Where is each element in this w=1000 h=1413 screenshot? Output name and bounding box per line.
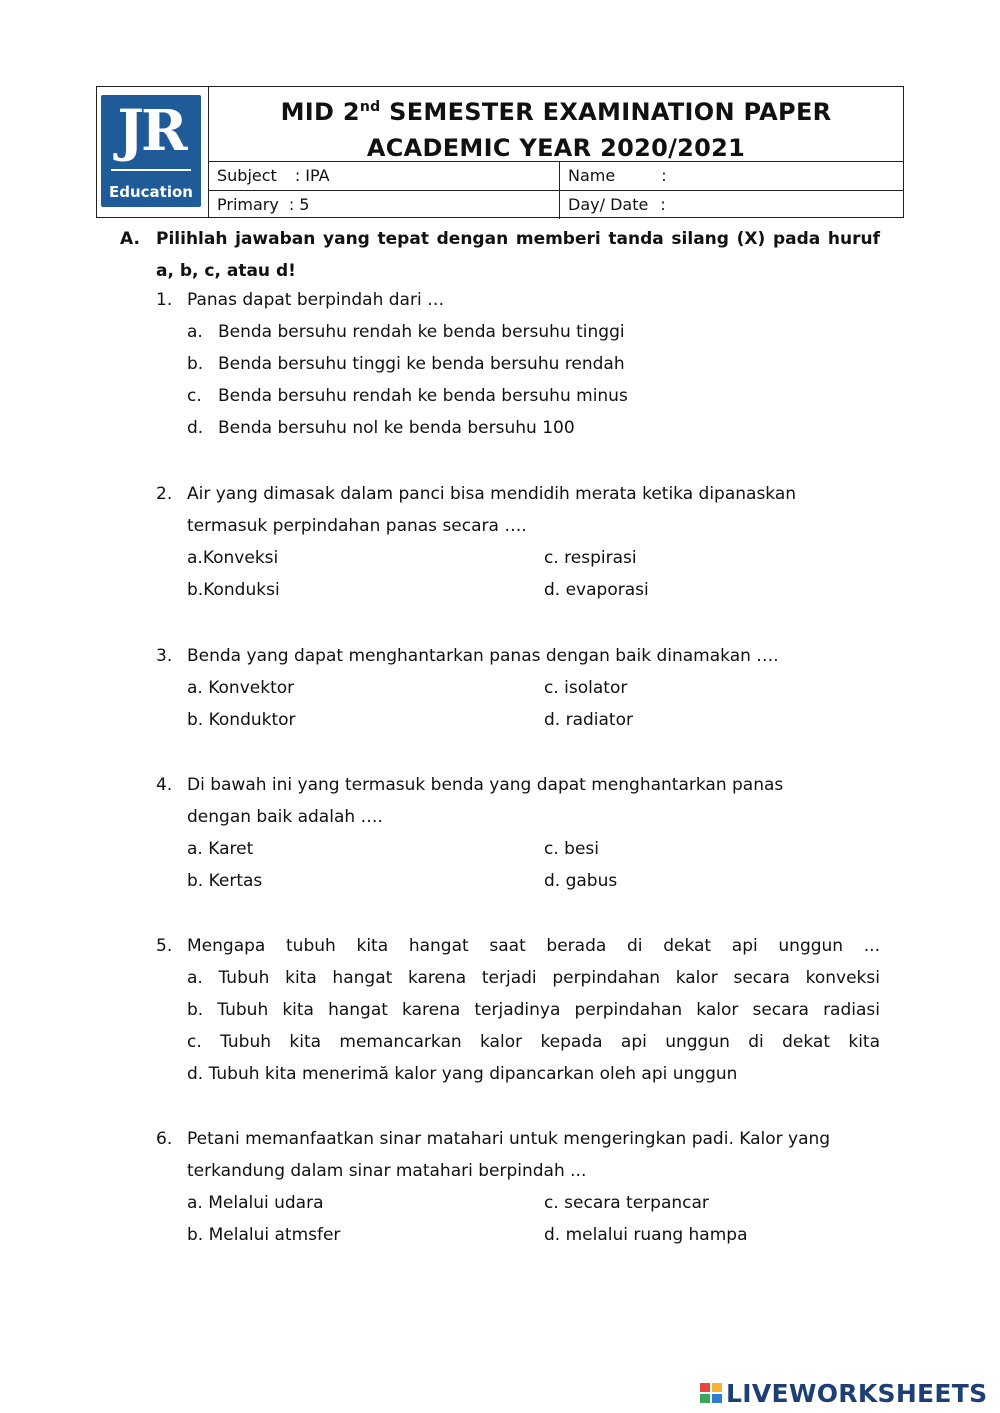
question-text: Panas dapat berpindah dari … (187, 290, 445, 310)
question-text: Mengapa tubuh kita hangat saat berada di dekat api unggun ... (187, 936, 880, 956)
subject-field: Subject : IPA (217, 166, 330, 185)
logo-cell (97, 87, 209, 217)
question-text-line2: terkandung dalam sinar matahari berpindah ... (187, 1161, 587, 1181)
option-c[interactable]: c. secara terpancar (544, 1193, 709, 1213)
option-d[interactable]: d. evaporasi (544, 580, 649, 600)
option-a[interactable]: a. Benda bersuhu rendah ke benda bersuhu tinggi (187, 322, 625, 342)
question-number: 4. (156, 775, 173, 795)
exam-title-line1: MID 2nd SEMESTER EXAMINATION PAPER (280, 98, 832, 126)
watermark-text: LIVEWORKSHEETS (726, 1379, 988, 1408)
option-b[interactable]: b. Tubuh kita hangat karena terjadinya perpindahan kalor secara radiasi (187, 1000, 880, 1020)
logo-initials: JR (117, 98, 185, 164)
option-a[interactable]: a. Tubuh kita hangat karena terjadi perpindahan kalor secara konveksi (187, 968, 880, 988)
section-instruction-text: Pilihlah jawaban yang tepat dengan memberi tanda silang (X) pada huruf a, b, c, atau d! (156, 229, 880, 281)
option-c[interactable]: c. isolator (544, 678, 628, 698)
section-letter: A. (120, 229, 140, 249)
question-number: 6. (156, 1129, 173, 1149)
question-number: 5. (156, 936, 173, 956)
question-text-line2: termasuk perpindahan panas secara …. (187, 516, 527, 536)
question-6 (156, 1123, 880, 1251)
exam-title (209, 87, 903, 162)
option-d[interactable]: d. Tubuh kita menerimă kalor yang dipancarkan oleh api unggun (187, 1064, 738, 1084)
question-text-line1: Air yang dimasak dalam panci bisa mendidih merata ketika dipanaskan (187, 484, 797, 504)
question-1 (156, 284, 880, 444)
question-2 (156, 478, 880, 606)
section-instruction (120, 223, 880, 287)
question-number: 3. (156, 646, 173, 666)
logo-divider (111, 169, 191, 171)
question-text-line1: Di bawah ini yang termasuk benda yang dapat menghantarkan panas (187, 775, 784, 795)
option-b[interactable]: b.Konduksi (187, 580, 280, 600)
option-c[interactable]: c. respirasi (544, 548, 637, 568)
question-text-line2: dengan baik adalah …. (187, 807, 383, 827)
question-text: Benda yang dapat menghantarkan panas dengan baik dinamakan …. (187, 646, 779, 666)
question-number: 2. (156, 484, 173, 504)
question-5 (156, 930, 880, 1090)
primary-field: Primary : 5 (217, 195, 310, 214)
option-a[interactable]: a. Karet (187, 839, 254, 859)
option-b[interactable]: b. Melalui atmsfer (187, 1225, 341, 1245)
option-c[interactable]: c. Tubuh kita memancarkan kalor kepada api unggun di dekat kita (187, 1032, 880, 1052)
liveworksheets-watermark (700, 1378, 992, 1408)
daydate-field[interactable]: Day/ Date : (559, 191, 666, 219)
question-text-line1: Petani memanfaatkan sinar matahari untuk mengeringkan padi. Kalor yang (187, 1129, 831, 1149)
option-d[interactable]: d. melalui ruang hampa (544, 1225, 748, 1245)
option-b[interactable]: b. Konduktor (187, 710, 296, 730)
jr-education-logo (101, 95, 201, 207)
liveworksheets-logo-icon (700, 1383, 724, 1405)
option-a[interactable]: a. Konvektor (187, 678, 295, 698)
option-a[interactable]: a.Konveksi (187, 548, 279, 568)
logo-caption: Education (109, 183, 193, 201)
name-field[interactable]: Name : (559, 162, 667, 190)
option-c[interactable]: c. Benda bersuhu rendah ke benda bersuhu minus (187, 386, 628, 406)
exam-title-line2: ACADEMIC YEAR 2020/2021 (366, 134, 746, 162)
option-a[interactable]: a. Melalui udara (187, 1193, 324, 1213)
option-d[interactable]: d. radiator (544, 710, 633, 730)
option-d[interactable]: d. gabus (544, 871, 618, 891)
info-row-subject (209, 162, 903, 191)
info-row-primary (209, 191, 903, 219)
question-4 (156, 769, 880, 897)
question-3 (156, 640, 880, 736)
option-b[interactable]: b. Kertas (187, 871, 263, 891)
question-number: 1. (156, 290, 173, 310)
exam-header (96, 86, 904, 218)
option-b[interactable]: b. Benda bersuhu tinggi ke benda bersuhu rendah (187, 354, 625, 374)
option-c[interactable]: c. besi (544, 839, 599, 859)
option-d[interactable]: d. Benda bersuhu nol ke benda bersuhu 100 (187, 418, 575, 438)
